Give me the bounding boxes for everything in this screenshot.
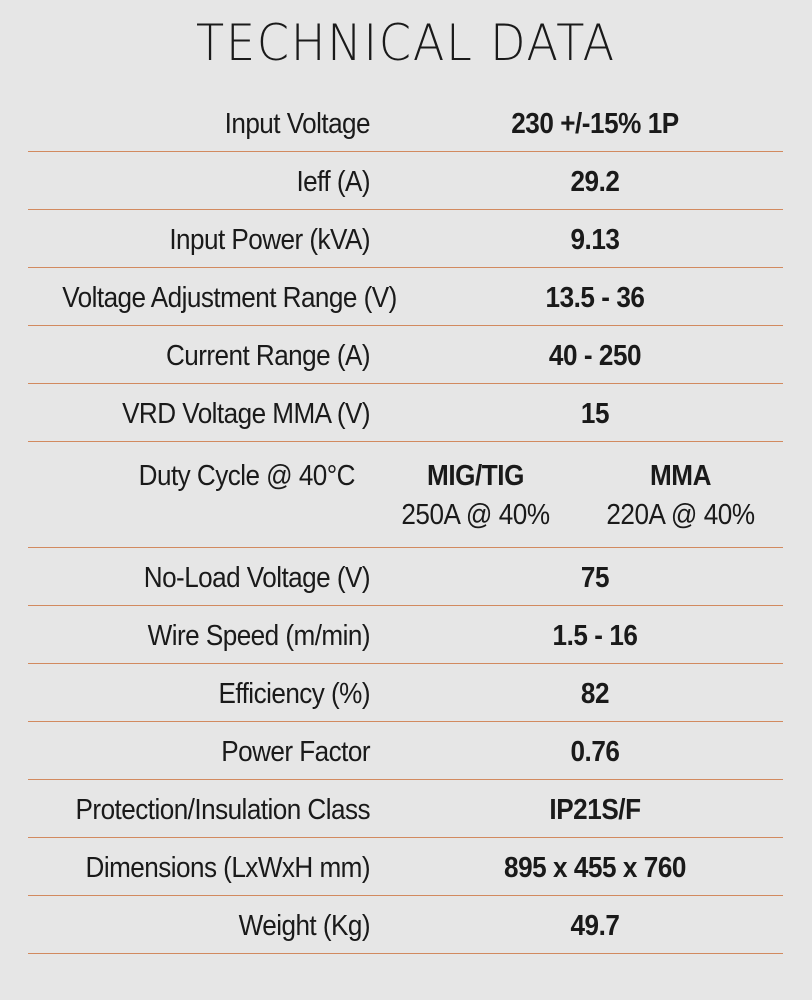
spec-label: No-Load Voltage (V) bbox=[143, 561, 370, 594]
spec-label: Duty Cycle @ 40°C bbox=[138, 460, 355, 492]
table-row bbox=[28, 384, 783, 442]
table-row bbox=[28, 268, 783, 326]
duty-column-head: MIG/TIG bbox=[427, 460, 524, 492]
spec-value: 0.76 bbox=[570, 735, 620, 768]
spec-label: Protection/Insulation Class bbox=[75, 793, 370, 826]
duty-column-head: MMA bbox=[649, 460, 711, 492]
spec-value: 230 +/-15% 1P bbox=[511, 107, 679, 140]
table-row bbox=[28, 838, 783, 896]
spec-value: 895 x 455 x 760 bbox=[504, 851, 686, 884]
spec-value: 49.7 bbox=[570, 909, 620, 942]
spec-value: 13.5 - 36 bbox=[545, 281, 645, 314]
spec-label: VRD Voltage MMA (V) bbox=[122, 397, 370, 430]
table-row bbox=[28, 896, 783, 954]
spec-value: 29.2 bbox=[570, 165, 620, 198]
spec-value: IP21S/F bbox=[549, 793, 641, 826]
spec-value: 1.5 - 16 bbox=[552, 619, 638, 652]
table-row bbox=[28, 326, 783, 384]
table-row bbox=[28, 722, 783, 780]
table-row bbox=[28, 210, 783, 268]
spec-label: Power Factor bbox=[221, 735, 370, 768]
spec-value: 82 bbox=[580, 677, 610, 710]
spec-label: Ieff (A) bbox=[296, 165, 370, 198]
spec-label: Voltage Adjustment Range (V) bbox=[62, 281, 397, 314]
table-row bbox=[28, 606, 783, 664]
table-row bbox=[28, 664, 783, 722]
table-row bbox=[28, 94, 783, 152]
duty-column-value: 220A @ 40% bbox=[606, 499, 755, 531]
spec-label: Input Power (kVA) bbox=[169, 223, 370, 256]
duty-cycle-values bbox=[373, 460, 783, 532]
page-title: TECHNICAL DATA bbox=[196, 14, 616, 72]
table-row bbox=[28, 780, 783, 838]
duty-column-mma bbox=[588, 460, 773, 532]
spec-value: 40 - 250 bbox=[548, 339, 642, 372]
spec-table bbox=[28, 94, 783, 954]
spec-value: 9.13 bbox=[570, 223, 620, 256]
spec-label: Efficiency (%) bbox=[218, 677, 370, 710]
spec-value: 15 bbox=[580, 397, 610, 430]
duty-cycle-row bbox=[28, 442, 783, 548]
spec-label: Wire Speed (m/min) bbox=[147, 619, 370, 652]
spec-label: Weight (Kg) bbox=[238, 909, 370, 942]
spec-value: 75 bbox=[580, 561, 610, 594]
table-row bbox=[28, 152, 783, 210]
duty-column-mig-tig bbox=[383, 460, 568, 532]
duty-column-value: 250A @ 40% bbox=[401, 499, 550, 531]
table-row bbox=[28, 548, 783, 606]
spec-label: Current Range (A) bbox=[165, 339, 370, 372]
spec-label: Input Voltage bbox=[224, 107, 370, 140]
spec-label: Dimensions (LxWxH mm) bbox=[85, 851, 371, 884]
